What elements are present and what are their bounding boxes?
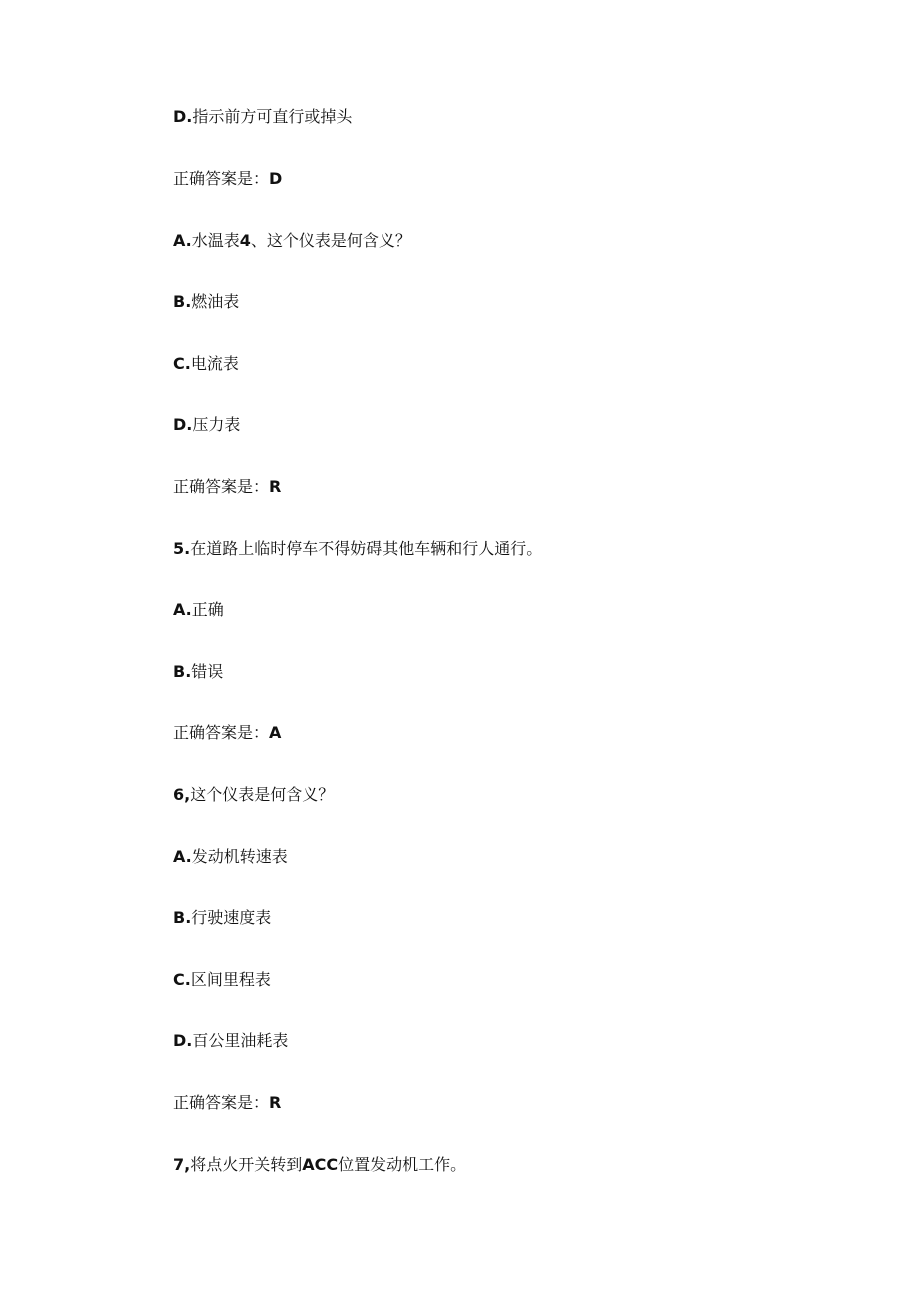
option-text: 区间里程表 bbox=[190, 970, 271, 989]
option-text: 正确 bbox=[191, 600, 224, 619]
question-text: 在道路上临时停车不得妨碍其他车辆和行人通行。 bbox=[190, 539, 543, 558]
option-d-line bbox=[173, 413, 240, 437]
option-text: 指示前方可直行或掉头 bbox=[192, 107, 353, 126]
question-line bbox=[173, 537, 542, 561]
answer-label: 正确答案是： bbox=[173, 723, 270, 742]
question-text: 、这个仪表是何含义？ bbox=[250, 231, 411, 250]
option-label: D. bbox=[173, 107, 193, 126]
answer-value: A bbox=[269, 723, 282, 742]
option-b-line bbox=[173, 290, 239, 314]
question-text-continued: 位置发动机工作。 bbox=[338, 1155, 467, 1174]
option-label: B. bbox=[173, 292, 192, 311]
option-label: B. bbox=[173, 908, 192, 927]
option-b-line bbox=[173, 906, 271, 930]
option-label: A. bbox=[173, 231, 192, 250]
question-number: 4 bbox=[239, 231, 251, 250]
question-line bbox=[173, 1153, 466, 1177]
answer-label: 正确答案是： bbox=[173, 1093, 270, 1112]
option-text: 水温表 bbox=[191, 231, 240, 250]
answer-line bbox=[173, 1091, 281, 1115]
answer-label: 正确答案是： bbox=[173, 169, 270, 188]
question-line bbox=[173, 783, 334, 807]
option-text: 燃油表 bbox=[191, 292, 240, 311]
answer-value: R bbox=[269, 477, 282, 496]
option-a-line bbox=[173, 598, 224, 622]
option-d-line bbox=[173, 105, 352, 129]
option-text: 发动机转速表 bbox=[191, 847, 288, 866]
option-b-line bbox=[173, 660, 223, 684]
question-text: 将点火开关转到 bbox=[190, 1155, 303, 1174]
question-number: 6, bbox=[173, 785, 191, 804]
option-label: C. bbox=[173, 970, 191, 989]
option-d-line bbox=[173, 1029, 288, 1053]
question-number: 7, bbox=[173, 1155, 191, 1174]
option-text: 行驶速度表 bbox=[191, 908, 272, 927]
answer-label: 正确答案是： bbox=[173, 477, 270, 496]
option-text: 电流表 bbox=[190, 354, 239, 373]
option-text: 百公里油耗表 bbox=[192, 1031, 289, 1050]
option-a-line bbox=[173, 845, 288, 869]
question-number: 5. bbox=[173, 539, 191, 558]
option-label: D. bbox=[173, 415, 193, 434]
option-label: B. bbox=[173, 662, 192, 681]
answer-value: R bbox=[269, 1093, 282, 1112]
question-keyword: ACC bbox=[302, 1155, 339, 1174]
option-label: D. bbox=[173, 1031, 193, 1050]
option-a-line bbox=[173, 229, 411, 253]
option-label: C. bbox=[173, 354, 191, 373]
answer-value: D bbox=[269, 169, 283, 188]
answer-line bbox=[173, 721, 281, 745]
option-c-line bbox=[173, 968, 271, 992]
answer-line bbox=[173, 475, 281, 499]
option-text: 压力表 bbox=[192, 415, 241, 434]
question-text: 这个仪表是何含义？ bbox=[190, 785, 335, 804]
option-label: A. bbox=[173, 600, 192, 619]
option-c-line bbox=[173, 352, 239, 376]
option-text: 错误 bbox=[191, 662, 224, 681]
option-label: A. bbox=[173, 847, 192, 866]
answer-line bbox=[173, 167, 282, 191]
